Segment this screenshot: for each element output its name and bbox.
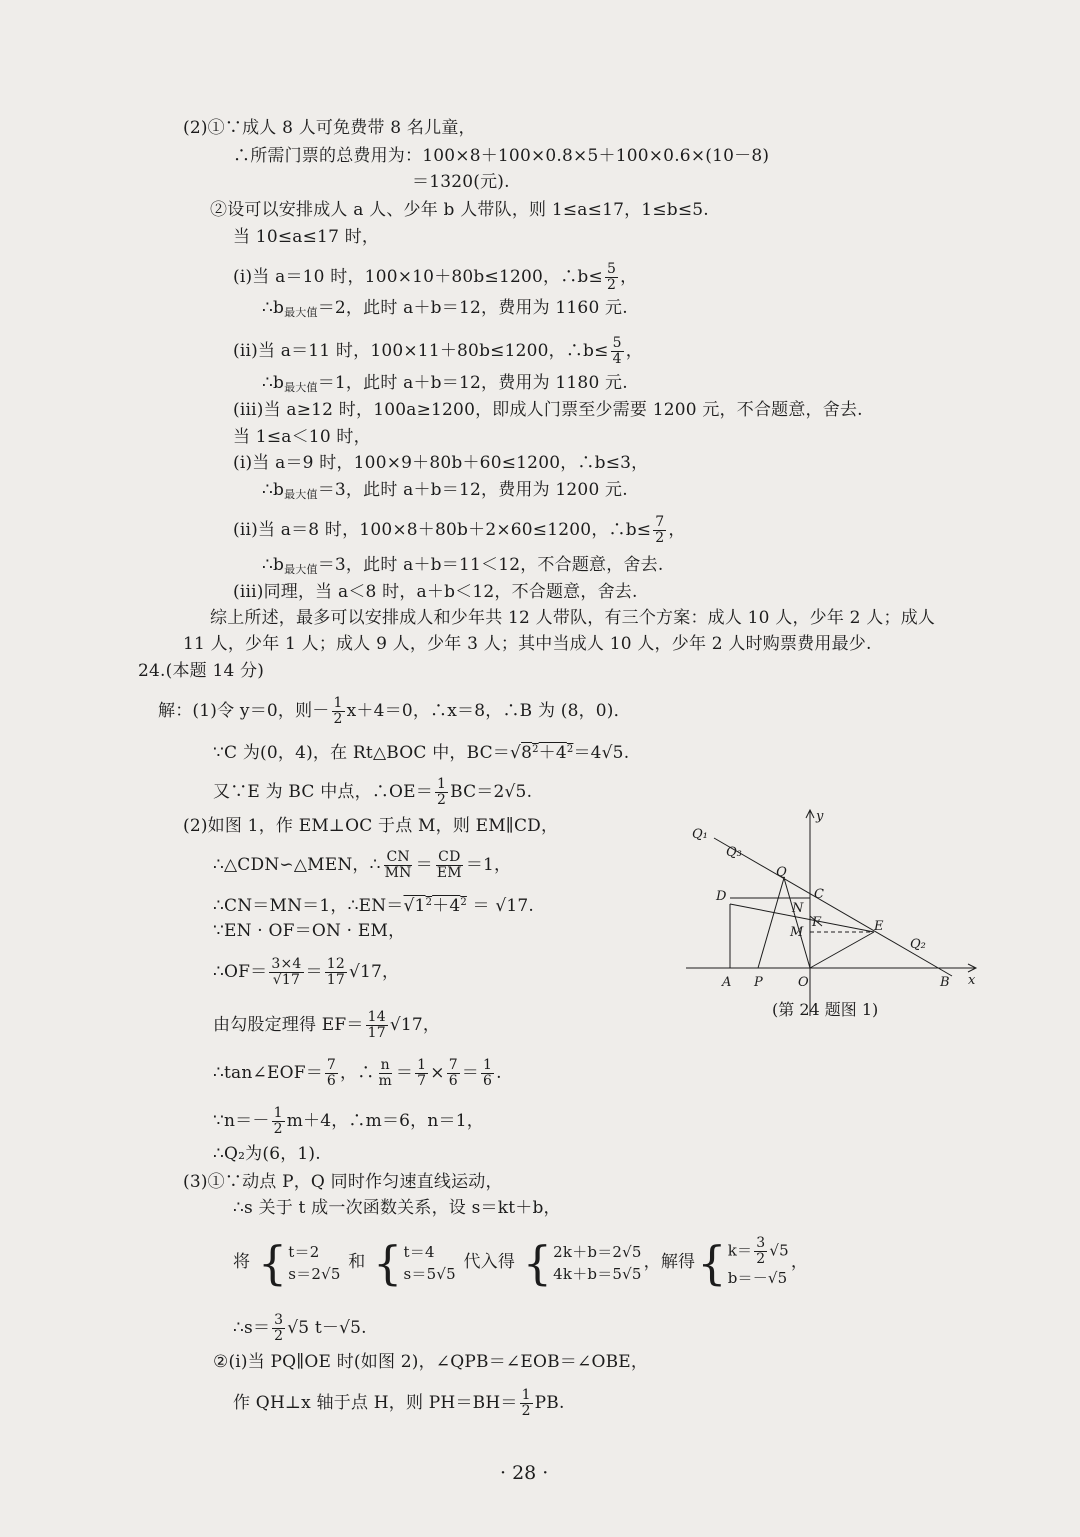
text-span: ∴b — [262, 298, 285, 318]
fraction — [272, 1106, 285, 1137]
text-span: ， — [790, 1252, 809, 1272]
text-span: √1 — [403, 896, 426, 916]
text-span: ＝2，此时 a＋b＝12，费用为 1160 元. — [317, 298, 628, 318]
fraction — [435, 777, 448, 808]
text-span: √5 — [769, 1241, 789, 1260]
text-span: ∴b — [262, 373, 285, 393]
label-y: y — [816, 809, 824, 824]
text-span: ∴△CDN∽△MEN，∴ — [213, 855, 381, 875]
equation-system — [522, 1235, 642, 1290]
denominator: 7 — [417, 1073, 427, 1089]
text-span: ＝4√5. — [573, 743, 630, 763]
numerator: 14 — [367, 1009, 386, 1025]
system-rows — [553, 1241, 641, 1285]
text-line — [213, 850, 511, 881]
page-number: · 28 · — [500, 1462, 549, 1484]
numerator: 5 — [612, 335, 622, 351]
numerator: 12 — [326, 956, 345, 972]
text-line: ∵EN · OF＝ON · EM， — [213, 921, 406, 941]
text-line: (iii)同理，当 a＜8 时，a＋b＜12，不合题意，舍去. — [233, 582, 638, 602]
text-line — [233, 1236, 808, 1292]
text-span: BC＝2√5. — [450, 782, 533, 802]
text-span: 由勾股定理得 EF＝ — [213, 1015, 364, 1035]
fraction — [272, 1313, 285, 1344]
segment-p-q — [758, 878, 784, 968]
text-span: ∵C 为(0，4)，在 Rt△BOC 中，BC＝ — [213, 743, 511, 763]
text-span: 解：(1)令 y＝0，则－ — [158, 701, 330, 721]
fraction — [754, 1236, 767, 1267]
label-c: C — [814, 887, 824, 902]
fraction — [415, 1058, 428, 1089]
denominator: EM — [436, 865, 462, 881]
numerator: 1 — [436, 776, 447, 792]
text-line — [262, 555, 663, 580]
text-span: × — [430, 1063, 445, 1083]
system-row: 2k＋b＝2√5 — [553, 1242, 642, 1261]
numerator: 7 — [448, 1057, 458, 1073]
text-span: k＝ — [727, 1241, 753, 1260]
system-rows — [288, 1241, 340, 1285]
label-x: x — [968, 973, 976, 988]
denominator: 17 — [367, 1025, 386, 1041]
label-e: E — [874, 919, 884, 934]
text-line: ②设可以安排成人 a 人、少年 b 人带队，则 1≤a≤17，1≤b≤5. — [210, 200, 709, 220]
text-span: x＋4＝0，∴x＝8，∴B 为 (8，0)． — [346, 701, 631, 721]
fraction — [447, 1058, 460, 1089]
label-q3: Q₃ — [726, 845, 742, 860]
text-line — [213, 957, 399, 988]
system-row: b＝－√5 — [727, 1269, 788, 1287]
text-span: ∴tan∠EOF＝ — [213, 1063, 323, 1083]
denominator: 2 — [606, 277, 617, 293]
numerator: 1 — [483, 1057, 493, 1073]
fraction — [435, 850, 464, 881]
numerator: 7 — [326, 1057, 337, 1073]
text-span: ＝ — [461, 1063, 479, 1083]
fraction — [383, 850, 414, 881]
text-span: 8 — [521, 743, 533, 763]
fraction — [332, 696, 345, 727]
fraction — [653, 515, 666, 546]
segment-o-e — [810, 932, 874, 968]
geometry-figure — [686, 808, 986, 1018]
power: 2 — [460, 897, 467, 908]
text-line — [262, 373, 628, 398]
text-span: ∴s＝ — [233, 1318, 271, 1338]
text-span: ＝ — [305, 962, 323, 982]
text-span: ＝ — [395, 1063, 414, 1083]
text-span: (ii)当 a＝8 时，100×8＋80b＋2×60≤1200，∴b≤ — [233, 520, 652, 540]
text-span: 和 — [348, 1252, 366, 1272]
fraction — [611, 336, 624, 367]
brace: { — [373, 1235, 403, 1290]
text-line — [262, 480, 628, 505]
denominator: 2 — [333, 711, 343, 727]
numerator: 1 — [273, 1105, 283, 1121]
numerator: 3×4 — [271, 956, 302, 972]
denominator: 2 — [756, 1251, 766, 1267]
text-line: (2)如图 1，作 EM⊥OC 于点 M，则 EM∥CD， — [183, 816, 559, 836]
text-line: (i)当 a＝9 时，100×9＋80b＋60≤1200，∴b≤3， — [233, 453, 649, 473]
text-span: √5 t－√5. — [287, 1318, 367, 1338]
radicand — [521, 743, 573, 763]
text-line: (iii)当 a≥12 时，100a≥1200，即成人门票至少需要 1200 元，不合题意，舍去. — [233, 400, 863, 420]
bleed-through-text — [920, 118, 925, 136]
text-span: . — [496, 1063, 502, 1083]
denominator: √17 — [272, 972, 301, 988]
denominator: 2 — [655, 530, 665, 546]
text-span: 将 — [233, 1252, 251, 1272]
subscript: 最大值 — [284, 563, 318, 576]
system-rows — [404, 1241, 456, 1285]
text-span: 作 QH⊥x 轴于点 H，则 PH＝BH＝ — [233, 1393, 518, 1413]
numerator: 7 — [655, 514, 665, 530]
fraction — [520, 1388, 533, 1419]
system-row: t＝2 — [288, 1242, 320, 1261]
text-line — [233, 1313, 367, 1344]
text-span: ∴b — [262, 480, 285, 500]
fraction — [269, 957, 303, 988]
denominator: 6 — [326, 1073, 337, 1089]
label-m: M — [790, 925, 804, 940]
text-span: 又∵E 为 BC 中点，∴OE＝ — [213, 782, 433, 802]
numerator: 3 — [274, 1312, 284, 1328]
label-p: P — [754, 975, 763, 990]
text-line — [233, 515, 686, 546]
power: 2 — [532, 744, 539, 755]
text-span: ＝ — [415, 855, 433, 875]
text-span: ＝1，此时 a＋b＝12，费用为 1180 元. — [317, 373, 628, 393]
numerator: 1 — [417, 1057, 427, 1073]
system-row: 4k＋b＝5√5 — [553, 1264, 642, 1283]
denominator: 2 — [436, 792, 447, 808]
denominator: MN — [384, 865, 412, 881]
text-line — [158, 696, 631, 727]
system-row: s＝5√5 — [403, 1264, 456, 1283]
denominator: 2 — [521, 1403, 531, 1419]
question-heading: 24.(本题 14 分) — [138, 661, 265, 681]
label-q2: Q₂ — [910, 937, 926, 952]
text-span: √17， — [389, 1015, 441, 1035]
radicand — [404, 896, 467, 916]
text-span: 代入得 — [463, 1252, 516, 1272]
text-span: PB. — [534, 1393, 565, 1413]
fraction — [325, 957, 347, 988]
denominator: 6 — [448, 1073, 458, 1089]
figure-caption: (第 24 题图 1) — [772, 1000, 879, 1019]
text-line: ∴s 关于 t 成一次函数关系，设 s＝kt＋b， — [233, 1198, 561, 1218]
text-span: ，解得 — [643, 1252, 696, 1272]
text-line: (3)①∵动点 P，Q 同时作匀速直线运动， — [183, 1172, 503, 1192]
text-span: ＝1， — [465, 855, 512, 875]
label-q1: Q₁ — [692, 827, 708, 842]
text-span: ∴OF＝ — [213, 962, 268, 982]
text-line: ＝1320(元). — [412, 172, 510, 192]
text-span: ∴b — [262, 555, 285, 575]
label-f: F — [812, 915, 822, 930]
text-span: ， — [620, 267, 638, 287]
text-span: ＝3，此时 a＋b＝11＜12，不合题意，舍去. — [317, 555, 664, 575]
numerator: n — [380, 1057, 390, 1073]
fraction — [481, 1058, 494, 1089]
label-o: O — [798, 975, 809, 990]
text-span: ∴CN＝MN＝1，∴EN＝ — [213, 896, 404, 916]
text-line — [213, 777, 532, 808]
text-line — [262, 298, 628, 323]
denominator: 2 — [274, 1328, 284, 1344]
fraction — [605, 262, 618, 293]
text-line — [233, 1388, 565, 1419]
system-row — [728, 1236, 789, 1267]
fraction — [366, 1010, 388, 1041]
text-line: ∴所需门票的总费用为：100×8＋100×0.8×5＋100×0.6×(10－8) — [233, 146, 770, 166]
equation-system — [257, 1235, 341, 1290]
text-line: (2)①∵成人 8 人可免费带 8 名儿童， — [183, 118, 476, 138]
text-span: m＋4，∴m＝6，n＝1， — [286, 1111, 484, 1131]
brace: { — [257, 1235, 288, 1290]
text-span: ，∴ — [340, 1063, 375, 1083]
text-span: ＋4 — [538, 743, 567, 763]
power: 2 — [425, 897, 433, 908]
equation-system — [697, 1236, 789, 1289]
system-row: t＝4 — [403, 1242, 435, 1261]
brace: { — [522, 1235, 553, 1290]
denominator: 4 — [612, 351, 622, 367]
equation-system — [373, 1235, 456, 1290]
subscript: 最大值 — [284, 306, 318, 319]
system-rows — [728, 1236, 789, 1289]
text-span: √17， — [348, 962, 400, 982]
label-b: B — [940, 975, 950, 990]
text-span: ， — [625, 341, 643, 361]
numerator: 5 — [606, 261, 617, 277]
label-d: D — [716, 889, 727, 904]
text-line — [213, 1058, 502, 1089]
text-line — [233, 262, 637, 293]
text-span: ∵n＝－ — [213, 1111, 270, 1131]
fraction — [325, 1058, 338, 1089]
denominator: 2 — [273, 1121, 283, 1137]
text-span: (ii)当 a＝11 时，100×11＋80b≤1200，∴b≤ — [233, 341, 609, 361]
numerator: 1 — [333, 695, 343, 711]
text-line: 综上所述，最多可以安排成人和少年共 12 人带队，有三个方案：成人 10 人，少年 2 人；成人 — [210, 608, 936, 628]
subscript: 最大值 — [284, 381, 318, 394]
sqrt-sign: √ — [510, 743, 522, 763]
text-line: 当 1≤a＜10 时， — [233, 427, 371, 447]
subscript: 最大值 — [284, 488, 318, 501]
text-line — [213, 1106, 484, 1137]
text-line — [213, 1010, 440, 1041]
power: 2 — [566, 744, 574, 755]
text-line — [233, 336, 643, 367]
text-line — [213, 740, 629, 763]
text-line — [213, 893, 534, 916]
label-n: N — [792, 901, 804, 916]
numerator: CD — [438, 849, 461, 865]
label-a: A — [722, 975, 732, 990]
text-line: ②(i)当 PQ∥OE 时(如图 2)，∠QPB＝∠EOB＝∠OBE， — [213, 1352, 649, 1372]
text-line: 11 人，少年 1 人；成人 9 人，少年 3 人；其中当成人 10 人，少年 2 人时购票费用最少. — [183, 634, 872, 654]
numerator: 1 — [521, 1387, 531, 1403]
label-q: Q — [776, 865, 787, 880]
text-span: (i)当 a＝10 时，100×10＋80b≤1200，∴b≤ — [233, 267, 603, 287]
numerator: 3 — [756, 1235, 766, 1251]
denominator: 17 — [326, 972, 345, 988]
text-line: 当 10≤a≤17 时， — [233, 227, 380, 247]
denominator: m — [378, 1073, 392, 1089]
fraction — [376, 1058, 393, 1089]
text-line: ∴Q₂为(6，1). — [213, 1144, 321, 1164]
text-span: ＋4 — [432, 896, 461, 916]
numerator: CN — [386, 849, 410, 865]
system-row: s＝2√5 — [288, 1264, 341, 1283]
text-span: ＝3，此时 a＋b＝12，费用为 1200 元. — [317, 480, 628, 500]
denominator: 6 — [483, 1073, 493, 1089]
text-span: ＝ √17. — [466, 896, 534, 916]
brace: { — [697, 1235, 727, 1290]
text-span: ， — [668, 520, 686, 540]
